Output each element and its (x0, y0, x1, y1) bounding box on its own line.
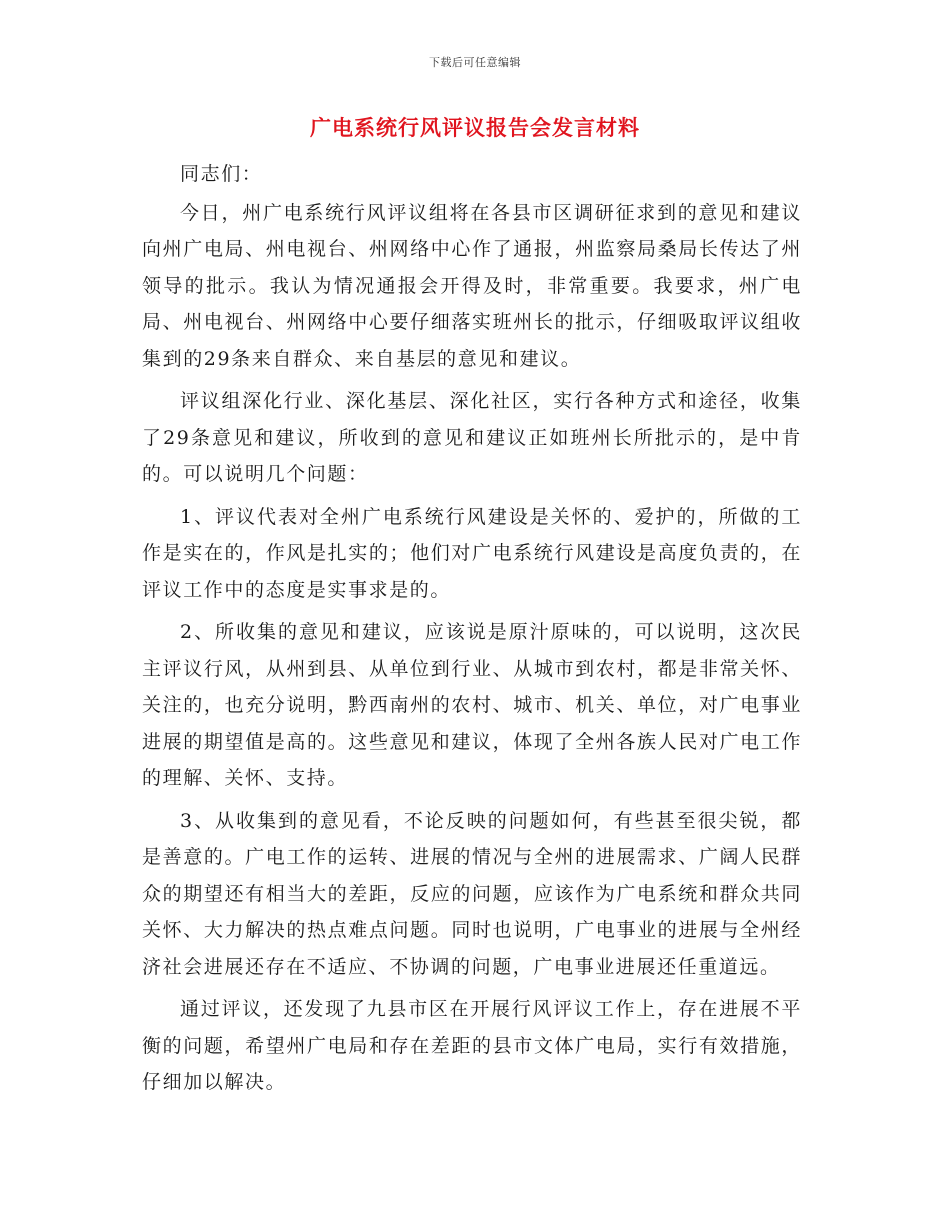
body-paragraph: 通过评议，还发现了九县市区在开展行风评议工作上，存在进展不平衡的问题，希望州广电局和存在差距的县市文体广电局，实行有效措施，仔细加以解决。 (142, 998, 802, 1093)
body-paragraph: 1、评议代表对全州广电系统行风建设是关怀的、爱护的，所做的工作是实在的，作风是扎实的；他们对广电系统行风建设是高度负责的，在评议工作中的态度是实事求是的。 (142, 505, 802, 601)
header-note: 下载后可任意编辑 (429, 56, 521, 69)
body-paragraph: 3、从收集到的意见看，不论反映的问题如何，有些甚至很尖锐，都是善意的。广电工作的运转、进展的情况与全州的进展需求、广阔人民群众的期望还有相当大的差距，反应的问题，应该作为广电系统和群众共同关怀、大力解决的热点难点问题。同时也说明，广电事业的进展与全州经济社会进展还存在不适应、不协调的问题，广电事业进展还任重道远。 (142, 809, 802, 978)
body-paragraph: 评议组深化行业、深化基层、深化社区，实行各种方式和途径，收集了29条意见和建议，所收到的意见和建议正如班州长所批示的，是中肯的。可以说明几个问题： (142, 390, 802, 485)
document-title: 广电系统行风评议报告会发言材料 (310, 115, 640, 140)
body-paragraph: 2、所收集的意见和建议，应该说是原汁原味的，可以说明，这次民主评议行风，从州到县、从单位到行业、从城市到农村，都是非常关怀、关注的，也充分说明，黔西南州的农村、城市、机关、单位，对广电事业进展的期望值是高的。这些意见和建议，体现了全州各族人民对广电工作的理解、关怀、支持。 (142, 621, 802, 789)
salutation-paragraph: 同志们： (180, 163, 263, 185)
document-body (142, 156, 802, 1107)
body-paragraph: 今日，州广电系统行风评议组将在各县市区调研征求到的意见和建议向州广电局、州电视台、州网络中心作了通报，州监察局桑局长传达了州领导的批示。我认为情况通报会开得及时，非常重要。我要求，州广电局、州电视台、州网络中心要仔细落实班州长的批示，仔细吸取评议组收集到的29条来自群众、来自基层的意见和建议。 (142, 201, 802, 370)
